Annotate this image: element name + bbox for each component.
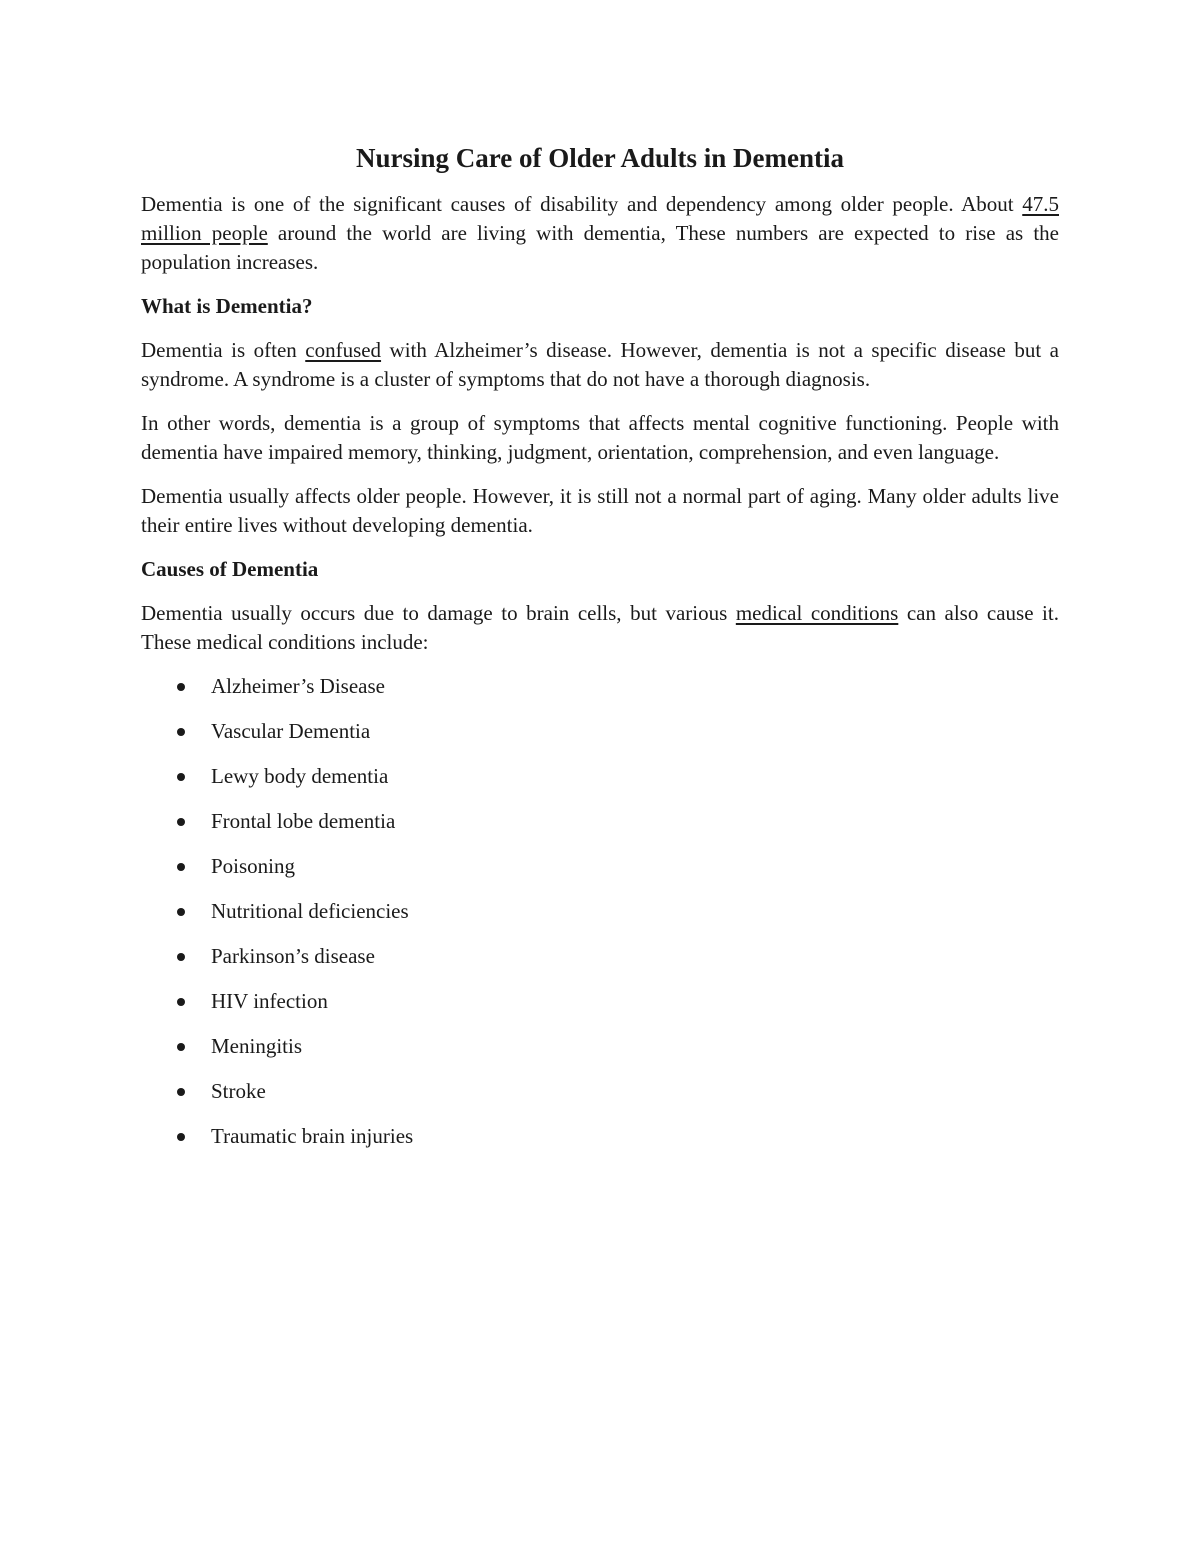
statistic-link[interactable]: 47.5 million people — [141, 192, 1059, 245]
bullet-icon — [177, 1088, 185, 1096]
list-item-text: Alzheimer’s Disease — [211, 674, 385, 698]
document-page — [141, 140, 1059, 1167]
bullet-icon — [177, 773, 185, 781]
causes-list — [141, 672, 1059, 1167]
list-item-text: Poisoning — [211, 854, 296, 878]
list-item — [141, 942, 1059, 987]
intro-text-1: Dementia is one of the significant causes of disability and dependency among older people. About — [141, 192, 1023, 216]
list-item — [141, 807, 1059, 852]
definition-text-1: Dementia is often — [141, 338, 306, 362]
list-item — [141, 987, 1059, 1032]
list-item — [141, 1032, 1059, 1077]
list-item-text: Stroke — [211, 1079, 266, 1103]
intro-paragraph — [141, 190, 1059, 277]
intro-text-2: around the world are living with dementia, These numbers are expected to rise as the population increases. — [141, 221, 1059, 274]
list-item — [141, 897, 1059, 942]
section-heading-causes: Causes of Dementia — [141, 557, 319, 581]
list-item-text: Vascular Dementia — [211, 719, 371, 743]
list-item — [141, 1122, 1059, 1167]
list-item-text: Meningitis — [211, 1034, 303, 1058]
confused-link[interactable]: confused — [305, 338, 382, 362]
list-item — [141, 717, 1059, 762]
list-item-text: Frontal lobe dementia — [211, 809, 396, 833]
list-item — [141, 762, 1059, 807]
medical-conditions-link[interactable]: medical conditions — [735, 601, 899, 625]
symptoms-paragraph: In other words, dementia is a group of symptoms that affects mental cognitive functioning. People with dementia have impaired memory, thinking, judgment, orientation, comprehension, and even language. — [141, 411, 1059, 464]
definition-text-2: with Alzheimer’s disease. However, dementia is not a specific disease but a syndrome. A syndrome is a cluster of symptoms that do not have a thorough diagnosis. — [141, 338, 1059, 391]
definition-paragraph — [141, 336, 1059, 394]
aging-paragraph: Dementia usually affects older people. However, it is still not a normal part of aging. Many older adults live their entire lives without developing dementia. — [141, 484, 1059, 537]
list-item — [141, 672, 1059, 717]
causes-text-1: Dementia usually occurs due to damage to brain cells, but various — [141, 601, 736, 625]
document-title: Nursing Care of Older Adults in Dementia — [355, 143, 845, 173]
bullet-icon — [177, 1133, 185, 1141]
bullet-icon — [177, 728, 185, 736]
bullet-icon — [177, 1043, 185, 1051]
list-item-text: Nutritional deficiencies — [211, 899, 409, 923]
list-item-text: Lewy body dementia — [211, 764, 389, 788]
causes-paragraph — [141, 599, 1059, 657]
list-item-text: Parkinson’s disease — [211, 944, 375, 968]
bullet-icon — [177, 863, 185, 871]
bullet-icon — [177, 953, 185, 961]
bullet-icon — [177, 818, 185, 826]
bullet-icon — [177, 998, 185, 1006]
causes-text-2: can also cause it. These medical conditions include: — [141, 601, 1059, 654]
list-item — [141, 1077, 1059, 1122]
section-heading-what-is-dementia: What is Dementia? — [141, 294, 313, 318]
list-item-text: HIV infection — [211, 989, 328, 1013]
bullet-icon — [177, 683, 185, 691]
list-item — [141, 852, 1059, 897]
bullet-icon — [177, 908, 185, 916]
list-item-text: Traumatic brain injuries — [211, 1124, 414, 1148]
